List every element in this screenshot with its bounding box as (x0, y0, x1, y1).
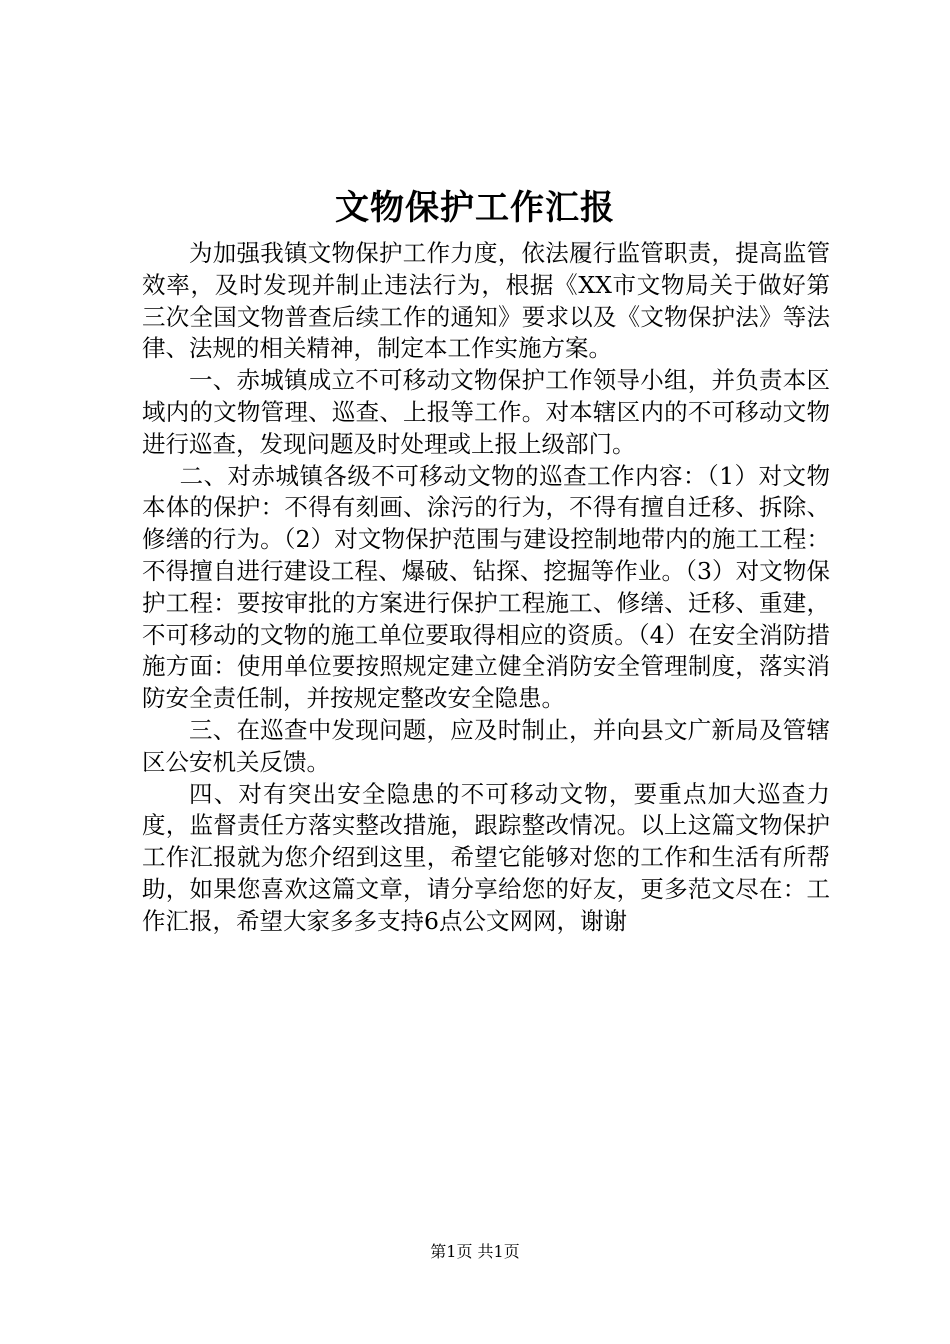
document-title: 文物保护工作汇报 (335, 188, 615, 228)
paragraph-section-3: 三、在巡查中发现问题，应及时制止，并向县文广新局及管辖区公安机关反馈。 (142, 715, 830, 776)
paragraph-section-4: 四、对有突出安全隐患的不可移动文物，要重点加大巡查力度，监督责任方落实整改措施，跟踪整改情况。以上这篇文物保护工作汇报就为您介绍到这里，希望它能够对您的工作和生活有所帮助，如果您喜欢这篇文章，请分享给您的好友，更多范文尽在：工作汇报，希望大家多多支持6点公文网网，谢谢 (142, 779, 830, 935)
document-body (142, 238, 830, 938)
paragraph-section-1: 一、赤城镇成立不可移动文物保护工作领导小组，并负责本区域内的文物管理、巡查、上报等工作。对本辖区内的不可移动文物进行巡查，发现问题及时处理或上报上级部门。 (142, 366, 830, 458)
paragraph-intro: 为加强我镇文物保护工作力度，依法履行监管职责，提高监管效率，及时发现并制止违法行为，根据《XX市文物局关于做好第三次全国文物普查后续工作的通知》要求以及《文物保护法》等法律、法规的相关精神，制定本工作实施方案。 (142, 239, 830, 363)
page-footer: 第1页 共1页 (430, 1242, 520, 1261)
paragraph-section-2: 二、对赤城镇各级不可移动文物的巡查工作内容：（1）对文物本体的保护：不得有刻画、涂污的行为，不得有擅自迁移、拆除、修缮的行为。（2）对文物保护范围与建设控制地带内的施工工程：不得擅自进行建设工程、爆破、钻探、挖掘等作业。（3）对文物保护工程：要按审批的方案进行保护工程施工、修缮、迁移、重建，不可移动的文物的施工单位要取得相应的资质。（4）在安全消防措施方面：使用单位要按照规定建立健全消防安全管理制度，落实消防安全责任制，并按规定整改安全隐患。 (142, 461, 830, 713)
